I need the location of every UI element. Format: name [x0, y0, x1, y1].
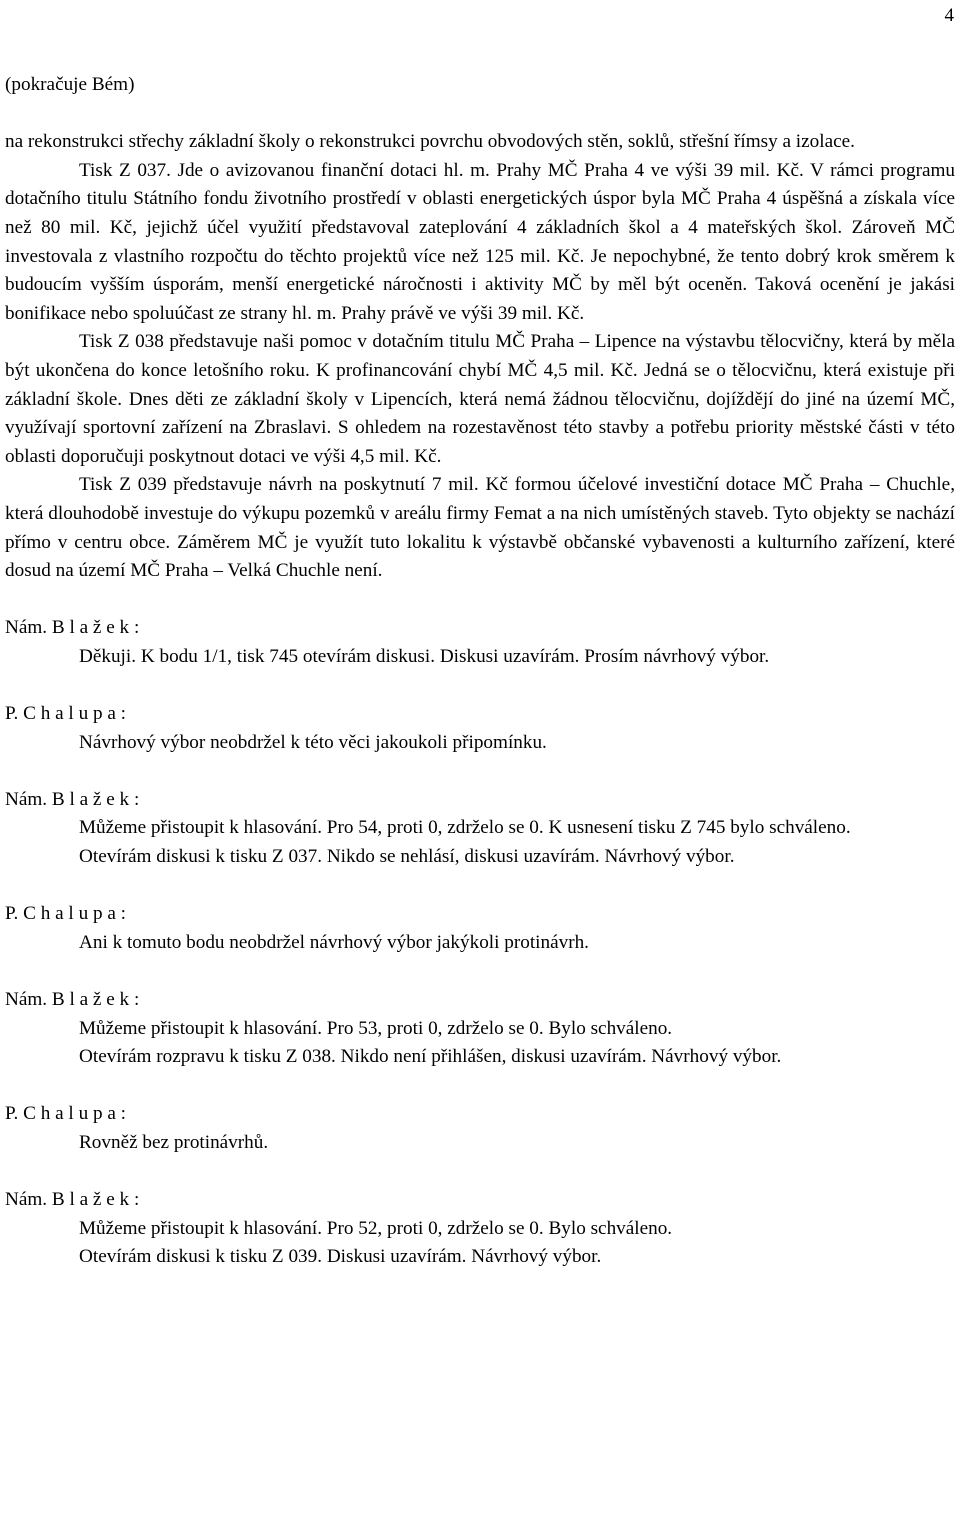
speech-line: Děkuji. K bodu 1/1, tisk 745 otevírám diskusi. Diskusi uzavírám. Prosím návrhový výbor. — [79, 645, 770, 667]
exchange — [5, 986, 955, 1072]
speech-line: Rovněž bez protinávrhů. — [79, 1131, 269, 1153]
speaker-name: P. C h a l u p a : — [5, 1103, 126, 1125]
speaker-name: Nám. B l a ž e k : — [5, 1189, 140, 1211]
speaker-name: Nám. B l a ž e k : — [5, 989, 140, 1010]
exchange — [5, 786, 955, 872]
transcript-body — [5, 71, 955, 1272]
speech-line: Návrhový výbor neobdržel k této věci jakoukoli připomínku. — [79, 731, 547, 753]
speech-line: Můžeme přistoupit k hlasování. Pro 53, proti 0, zdrželo se 0. Bylo schváleno. — [79, 1017, 673, 1039]
paragraph: na rekonstrukci střechy základní školy o rekonstrukci povrchu obvodových stěn, soklů, střešní římsy a izolace. — [5, 131, 855, 153]
exchange — [5, 700, 955, 757]
speaker-continuation-note: (pokračuje Bém) — [5, 74, 135, 95]
paragraph: Tisk Z 039 představuje návrh na poskytnutí 7 mil. Kč formou účelové investiční dotace MČ Praha – Chuchle, která dlouhodobě investuje do výkupu pozemků v areálu firmy Femat a na nich umístěných staveb. Tyto objekty se nachází přímo v centru obce. Záměrem MČ je využít tuto lokalitu k výstavbě občanské vybavenosti a kulturního zařízení, které dosud na území MČ Praha – Velká Chuchle není. — [5, 474, 955, 582]
exchange — [5, 900, 955, 957]
exchange — [5, 1100, 955, 1157]
exchange — [5, 614, 955, 671]
speech-line: Můžeme přistoupit k hlasování. Pro 54, proti 0, zdrželo se 0. K usnesení tisku Z 745 bylo schváleno. — [79, 817, 851, 839]
paragraph: Tisk Z 037. Jde o avizovanou finanční dotaci hl. m. Prahy MČ Praha 4 ve výši 39 mil. Kč. V rámci programu dotačního titulu Státního fondu životního prostředí v oblasti energetických úspor byla MČ Praha 4 úspěšná a získala více než 80 mil. Kč, jejichž účel využití představoval zateplování 4 základních škol a 4 mateřských škol. Zároveň MČ investovala z vlastního rozpočtu do těchto projektů více než 125 mil. Kč. Je nepochybné, že tento dobrý krok směrem k budoucím vyšším úsporám, menší energetické náročnosti i aktivity MČ by měl být oceněn. Taková ocenění je jakási bonifikace nebo spoluúčast ze strany hl. m. Prahy právě ve výši 39 mil. Kč. — [5, 159, 955, 324]
speech-line: Otevírám diskusi k tisku Z 039. Diskusi uzavírám. Návrhový výbor. — [79, 1246, 602, 1268]
exchange — [5, 1186, 955, 1272]
speech-line: Otevírám diskusi k tisku Z 037. Nikdo se nehlásí, diskusi uzavírám. Návrhový výbor. — [79, 846, 735, 868]
speech-line: Můžeme přistoupit k hlasování. Pro 52, proti 0, zdrželo se 0. Bylo schváleno. — [79, 1217, 673, 1239]
speaker-name: P. C h a l u p a : — [5, 903, 126, 925]
paragraph: Tisk Z 038 představuje naši pomoc v dotačním titulu MČ Praha – Lipence na výstavbu tělocvičny, která by měla být ukončena do konce letošního roku. K profinancování chybí MČ 4,5 mil. Kč. Jedná se o tělocvičnu, která existuje při základní škole. Dnes děti ze základní školy v Lipencích, která nemá žádnou tělocvičnu, dojíždějí do jiné na území MČ, využívají sportovní zařízení na Zbraslavi. S ohledem na rozestavěnost této stavby a potřebu priority městské části v této oblasti doporučuji poskytnout dotaci ve výši 4,5 mil. Kč. — [5, 331, 955, 467]
speaker-name: Nám. B l a ž e k : — [5, 617, 140, 639]
speaker-name: P. C h a l u p a : — [5, 703, 126, 725]
speech-line: Otevírám rozpravu k tisku Z 038. Nikdo není přihlášen, diskusi uzavírám. Návrhový výbor. — [79, 1046, 782, 1068]
speaker-name: Nám. B l a ž e k : — [5, 788, 140, 810]
page-number: 4 — [944, 5, 954, 26]
speech-line: Ani k tomuto bodu neobdržel návrhový výbor jakýkoli protinávrh. — [79, 931, 589, 953]
